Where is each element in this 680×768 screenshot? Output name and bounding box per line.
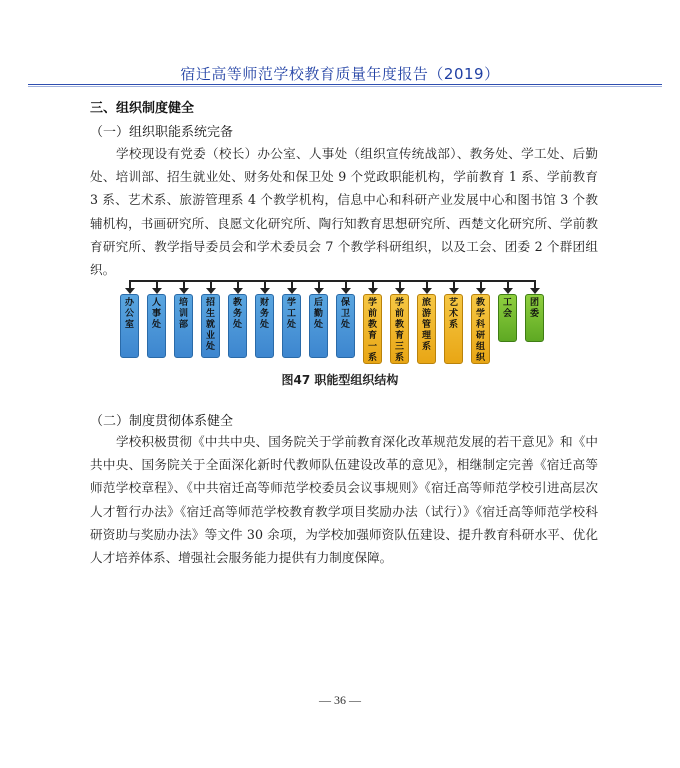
header-rule-secondary xyxy=(28,86,662,87)
org-chart-top-connector xyxy=(130,280,536,282)
org-node-label: 招 生 就 业 处 xyxy=(201,294,220,358)
section-heading: 三、组织制度健全 xyxy=(90,101,195,116)
org-chart xyxy=(118,280,548,370)
org-node-label: 教 学 科 研 组 织 xyxy=(471,294,490,364)
paragraph-2: 学校积极贯彻《中共中央、国务院关于学前教育深化改革规范发展的若干意见》和《中共中央、国务院关于全面深化新时代教师队伍建设改革的意见》，相继制定完善《宿迁高等师范学校章程》、《中共宿迁高等师范学校委员会议事规则》《宿迁高等师范学校引进高层次人才暂行办法》《宿迁高等师范学校教育教学项目奖励办法（试行）》《宿迁高等师范学校科研资助与奖励办法》等文件 30 余项，为学校加强师资队伍建设、提升教育科研水平、优化人才培养体系、增强社会服务能力提供有力制度保障。 xyxy=(90,434,598,566)
subsection-heading-2: （二）制度贯彻体系健全 xyxy=(90,414,234,429)
org-node-label: 办 公 室 xyxy=(120,294,139,358)
org-node-label: 团 委 xyxy=(525,294,544,342)
subsection-heading-1: （一）组织职能系统完备 xyxy=(90,125,234,140)
org-node-label: 财 务 处 xyxy=(255,294,274,358)
report-header-title: 宿迁高等师范学校教育质量年度报告（2019） xyxy=(180,65,500,83)
org-node-label: 后 勤 处 xyxy=(309,294,328,358)
org-node-label: 人 事 处 xyxy=(147,294,166,358)
paragraph-1: 学校现设有党委（校长）办公室、人事处（组织宣传统战部）、教务处、学工处、后勤处、培训部、招生就业处、财务处和保卫处 9 个党政职能机构，学前教育 1 系、学前教育 3 系、艺术系、旅游管理系 4 个教学机构，信息中心和科研产业发展中心和图书馆 3 个教辅机构，书画研究所、良愿文化研究所、陶行知教育思想研究所、西楚文化研究所、学前教育研究所、教学指导委员会和学术委员会 7 个教学科研组织，以及工会、团委 2 个群团组织。 xyxy=(90,146,598,278)
org-node-label: 艺 术 系 xyxy=(444,294,463,364)
org-node-label: 培 训 部 xyxy=(174,294,193,358)
org-node-label: 保 卫 处 xyxy=(336,294,355,358)
org-node-label: 工 会 xyxy=(498,294,517,342)
page-number: — 36 — xyxy=(319,693,361,707)
figure-caption: 图47 职能型组织结构 xyxy=(281,373,399,387)
org-node-label: 旅 游 管 理 系 xyxy=(417,294,436,364)
org-node-label: 学 前 教 育 三 系 xyxy=(390,294,409,364)
org-node-label: 学 工 处 xyxy=(282,294,301,358)
org-node-label: 学 前 教 育 一 系 xyxy=(363,294,382,364)
org-node-label: 教 务 处 xyxy=(228,294,247,358)
header-rule xyxy=(28,84,662,85)
